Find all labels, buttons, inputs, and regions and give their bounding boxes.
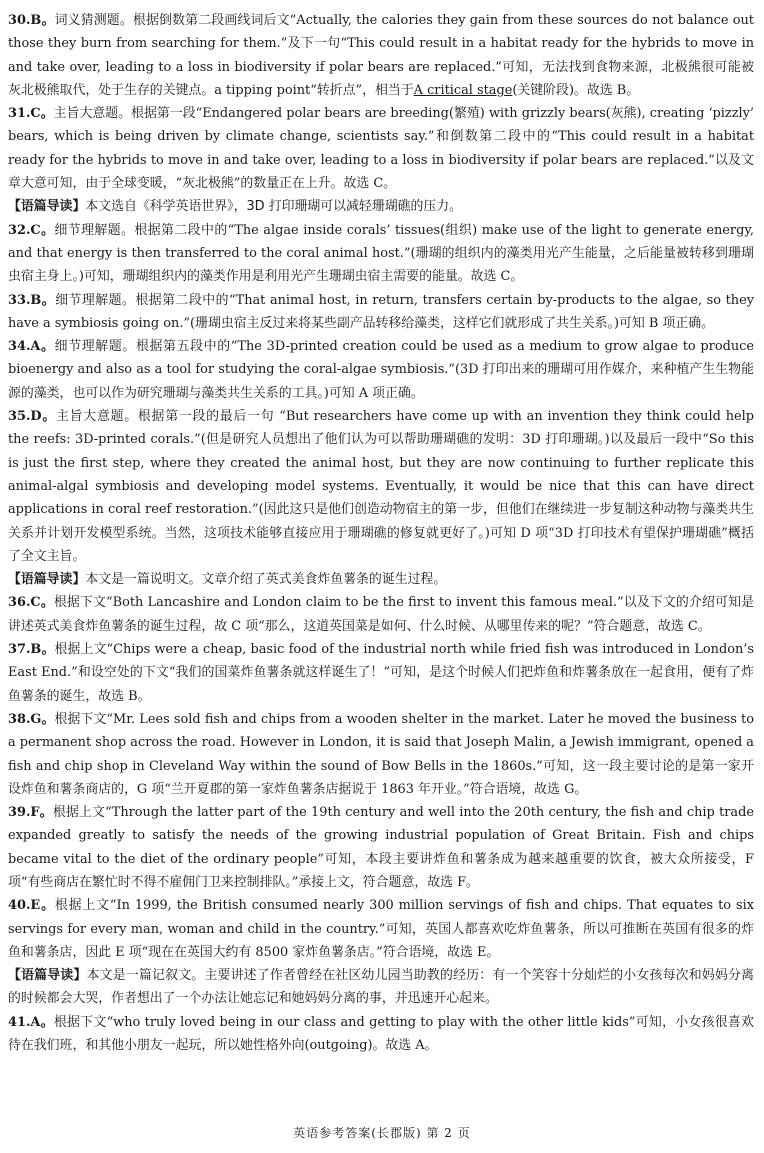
passage-guide-tag: 【语篇导读】 — [8, 199, 86, 215]
answer-text: 主旨大意题。根据第一段“Endangered polar bears are breeding(繁殖) with grizzly bears(灰熊), creating ‘pizzly’ bears, which is being driven by climate change, scientists say.”和倒数第二段中的“This could result in a habitat ready for the hybrids to move in and take over, leading to a loss in biodiversity if polar bears are replaced.”以及文章大意可知，由于全球变暖，“灰北极熊”的数量正在上升。故选 C。 — [8, 106, 755, 192]
answer-item-32 — [8, 219, 754, 289]
answer-item-30 — [8, 9, 754, 102]
answer-text: 根据上文“Through the latter part of the 19th century and well into the 20th century, the fish and chip trade expanded greatly to satisfy the needs of the growing industrial population of Great Britain. Fish and chips became vital to the diet of the ordinary people”可知，本段主要讲炸鱼和薯条成为越来越重要的饮食，被大众所接受，F 项“有些商店在繁忙时不得不雇佣门卫来控制排队。”承接上文，符合题意，故选 F。 — [8, 805, 754, 890]
passage-guide — [8, 195, 754, 218]
answer-text: 根据下文“Mr. Lees sold fish and chips from a wooden shelter in the market. Later he moved the business to a permanent shop across the road. However in London, it is said that Joseph Malin, a Jewish immigrant, opened a fish and chip shop in Cleveland Way within the sound of Bow Bells in the 1860s.”可知，这一段主要讨论的是第一家开设炸鱼和薯条商店的，G 项“兰开夏郡的第一家炸鱼薯条店据说于 1863 年开业。”符合语境，故选 G。 — [8, 711, 754, 797]
answer-item-37 — [8, 638, 754, 708]
answer-item-34 — [8, 335, 754, 405]
answer-item-36 — [8, 591, 754, 638]
answer-number: 40.E。 — [8, 898, 55, 914]
answer-number: 41.A。 — [8, 1014, 54, 1030]
passage-guide-text: 本文是一篇记叙文。主要讲述了作者曾经在社区幼儿园当助教的经历：有一个笑容十分灿烂的小女孩每次和妈妈分离的时候都会大哭，作者想出了一个办法让她忘记和她妈妈分离的事，并迅速开心起来。 — [8, 968, 755, 1007]
passage-guide-tag: 【语篇导读】 — [8, 968, 87, 984]
answer-text: 细节理解题。根据第二段中的“That animal host, in return, transfers certain by-products to the algae, so they have a symbiosis going on.”(珊瑚虫宿主反过来将某些副产品转移给藻类，这样它们就形成了共生关系。)可知 B 项正确。 — [8, 292, 755, 331]
answer-item-41 — [8, 1011, 754, 1058]
answer-text: 根据下文“who truly loved being in our class and getting to play with the other little kids”可知，小女孩很喜欢待在我们班，和其他小朋友一起玩，所以她性格外向(outgoing)。故选 A。 — [8, 1014, 754, 1054]
answer-text: 词义猜测题。根据倒数第二段画线词后文“Actually, the calories they gain from these sources do not balance out those they burn from searching for them.”及下一句“This could result in a habitat ready for the hybrids to move in and take over, leading to a loss in biodiversity if polar bears are replaced.”可知，无法找到食物来源，北极熊很可能被灰北极熊取代，处于生存的关键点。a tipping point“转折点”，相当于 — [8, 13, 754, 98]
passage-guide-tag: 【语篇导读】 — [8, 572, 86, 588]
answer-item-39 — [8, 801, 754, 894]
answer-item-40 — [8, 894, 754, 964]
answer-item-35 — [8, 405, 754, 568]
answer-item-31 — [8, 102, 754, 195]
answer-text: 主旨大意题。根据第一段的最后一句 “But researchers have come up with an invention they think could help the reefs: 3D-printed corals.”(但是研究人员想出了他们认为可以帮助珊瑚礁的发明：3D 打印珊瑚。)以及最后一段中“So this is just the first step, where they created the animal host, but they are now continuing to further replicate this animal-algal symbiosis and developing model systems. Eventually, it would be nice that this can have direct applications in coral reef restoration.”(因此这只是他们创造动物宿主的第一步，但他们在继续进一步复制这种动物与藻类共生关系并计划开发模型系统。当然，这项技术能够直接应用于珊瑚礁的修复就更好了。)可知 D 项“3D 打印技术有望保护珊瑚礁”概括了全文主旨。 — [8, 409, 754, 564]
answer-number: 30.B。 — [8, 13, 55, 28]
answer-item-33 — [8, 289, 754, 336]
answer-number: 31.C。 — [8, 106, 54, 122]
answer-number: 36.C。 — [8, 595, 54, 611]
passage-guide-text: 本文选自《科学英语世界》，3D 打印珊瑚可以减轻珊瑚礁的压力。 — [85, 199, 463, 215]
answer-text: 细节理解题。根据第五段中的“The 3D-printed creation could be used as a medium to grow algae to produce bioenergy and also as a tool for studying the coral-algae symbiosis.”(3D 打印出来的珊瑚可用作媒介，来种植产生生物能源的藻类，也可以作为研究珊瑚与藻类共生关系的工具。)可知 A 项正确。 — [8, 339, 754, 401]
answer-number: 37.B。 — [8, 642, 55, 658]
passage-guide-text: 本文是一篇说明文。文章介绍了英式美食炸鱼薯条的诞生过程。 — [85, 572, 447, 588]
answer-text: 根据下文“Both Lancashire and London claim to be the first to invent this famous meal.”以及下文的介绍可知是讲述英式美食炸鱼薯条的诞生过程，故 C 项“那么，这道英国菜是如何、什么时候、从哪里传来的呢？”符合题意，故选 C。 — [8, 595, 754, 634]
answer-number: 34.A。 — [8, 339, 55, 355]
answer-item-38 — [8, 708, 754, 801]
answer-text-tail: (关键阶段)。故选 B。 — [512, 82, 640, 98]
passage-guide — [8, 568, 754, 591]
passage-guide — [8, 964, 754, 1011]
page-footer: 英语参考答案(长郡版) 第 2 页 — [293, 1126, 471, 1140]
answer-text: 细节理解题。根据第二段中的“The algae inside corals’ tissues(组织) make use of the light to generate energy, and that energy is then transferred to the coral animal host.”(珊瑚的组织内的藻类用光产生能量，之后能量被转移到珊瑚虫宿主身上。)可知，珊瑚组织内的藻类作用是利用光产生珊瑚虫宿主需要的能量。故选 C。 — [8, 222, 755, 285]
answer-text: 根据上文“Chips were a cheap, basic food of the industrial north while fried fish was introduced in London’s East End.”和设空处的下文“我们的国菜炸鱼薯条就这样诞生了！”可知，是这个时候人们把炸鱼和炸薯条放在一起食用，便有了炸鱼薯条的诞生，故选 B。 — [8, 642, 754, 704]
answer-number: 38.G。 — [8, 711, 55, 727]
answer-content — [8, 9, 754, 1057]
underlined-phrase: A critical stage — [413, 82, 513, 98]
answer-number: 39.F。 — [8, 805, 53, 821]
answer-number: 35.D。 — [8, 409, 57, 425]
answer-number: 33.B。 — [8, 292, 56, 308]
answer-text: 根据上文“In 1999, the British consumed nearly 300 million servings of fish and chips. That equates to six servings for every man, woman and child in the country.”可知，英国人都喜欢吃炸鱼薯条，所以可推断在英国有很多的炸鱼和薯条店，因此 E 项“现在在英国大约有 8500 家炸鱼薯条店。”符合语境，故选 E。 — [8, 898, 754, 960]
answer-number: 32.C。 — [8, 222, 55, 238]
